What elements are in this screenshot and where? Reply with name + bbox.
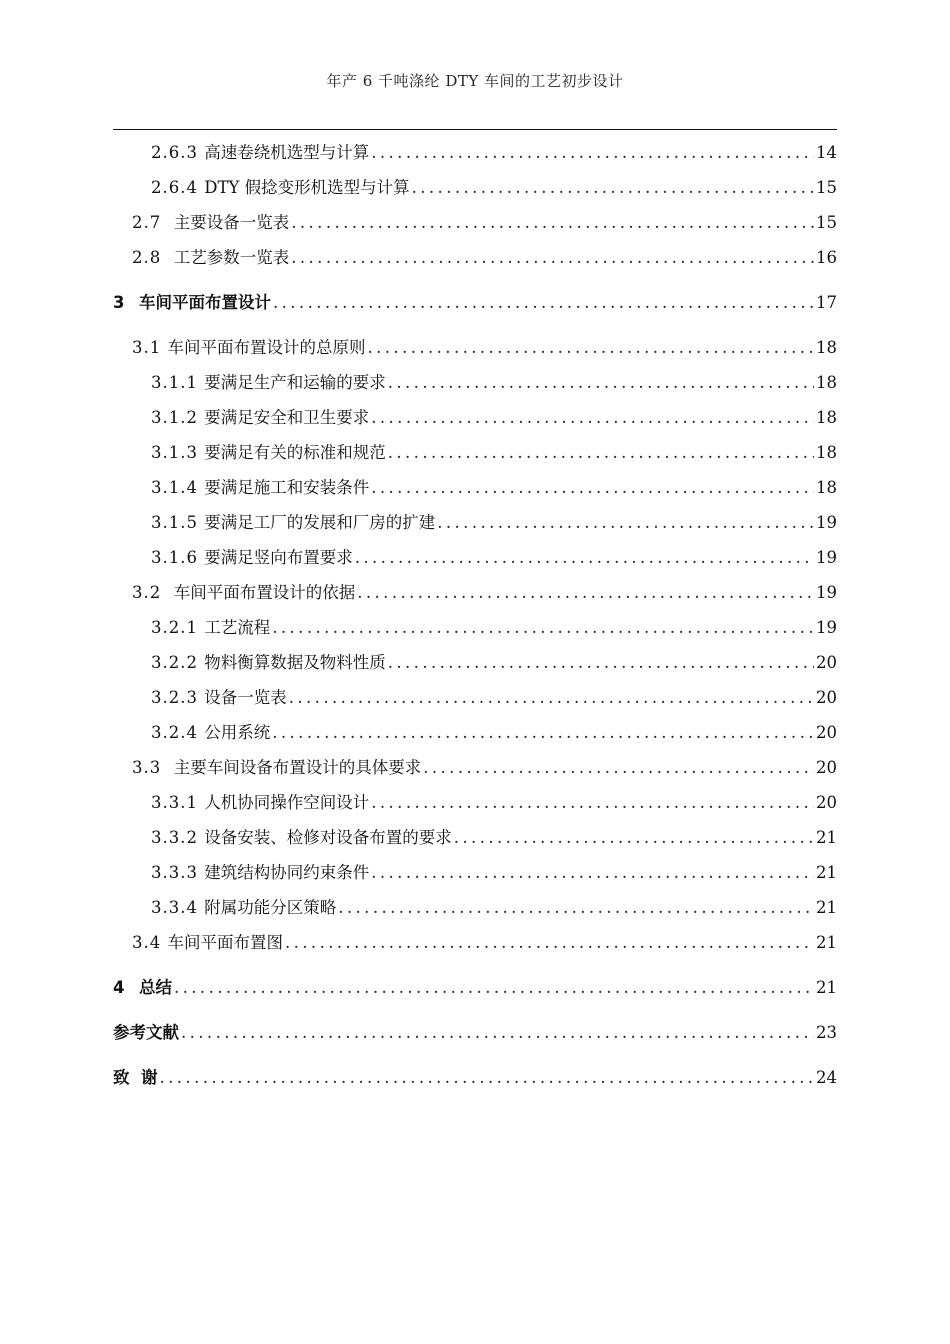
toc-title: 主要设备一览表	[173, 213, 290, 232]
toc-number: 4	[113, 978, 139, 997]
toc-entry[interactable]	[113, 855, 837, 890]
toc-entry[interactable]	[113, 715, 837, 750]
toc-number: 3.3.3	[151, 863, 205, 882]
toc-title: 致 谢	[113, 1068, 158, 1087]
dot-leader	[272, 715, 814, 750]
toc-page-number: 21	[816, 933, 837, 952]
toc-page-number: 16	[816, 248, 837, 267]
toc-page-number: 21	[816, 978, 837, 997]
toc-page-number: 17	[816, 293, 837, 312]
toc-title: 车间平面布置设计的依据	[173, 583, 356, 602]
toc-page-number: 24	[816, 1068, 837, 1087]
dot-leader	[368, 330, 815, 365]
toc-title: 车间平面布置设计	[138, 293, 271, 312]
toc-entry[interactable]	[113, 820, 837, 855]
toc-number: 3.1.5	[151, 513, 205, 532]
toc-entry[interactable]	[113, 610, 837, 645]
dot-leader	[272, 610, 814, 645]
toc-entry[interactable]	[113, 365, 837, 400]
dot-leader	[388, 645, 814, 680]
toc-title: 车间平面布置设计的总原则	[167, 338, 366, 357]
dot-leader	[388, 435, 814, 470]
toc-entry[interactable]	[113, 540, 837, 575]
toc-page-number: 20	[816, 688, 837, 707]
toc-number: 3.2.1	[151, 618, 205, 637]
toc-page-number: 18	[816, 478, 837, 497]
toc-number: 3.1.2	[151, 408, 205, 427]
toc-entry[interactable]	[113, 170, 837, 205]
toc-page-number: 21	[816, 828, 837, 847]
toc-number: 3.3.4	[151, 898, 205, 917]
dot-leader	[289, 680, 814, 715]
toc-title: 工艺流程	[204, 618, 271, 637]
toc-entry[interactable]	[113, 680, 837, 715]
toc-number: 3.1.4	[151, 478, 205, 497]
dot-leader	[273, 285, 814, 320]
toc-number: 3.2	[132, 583, 174, 602]
toc-entry[interactable]	[113, 925, 837, 960]
toc-page-number: 19	[816, 513, 837, 532]
toc-page-number: 20	[816, 793, 837, 812]
toc-title: 人机协同操作空间设计	[204, 793, 370, 812]
toc-page-number: 20	[816, 653, 837, 672]
toc-entry[interactable]	[113, 970, 837, 1005]
dot-leader	[412, 170, 814, 205]
toc-entry[interactable]	[113, 1015, 837, 1050]
toc-number: 2.6.4	[151, 178, 205, 197]
toc-entry[interactable]	[113, 470, 837, 505]
toc-entry[interactable]	[113, 330, 837, 365]
dot-leader	[371, 470, 814, 505]
toc-entry[interactable]	[113, 435, 837, 470]
toc-entry[interactable]	[113, 135, 837, 170]
toc-entry[interactable]	[113, 575, 837, 610]
toc-title: DTY 假捻变形机选型与计算	[204, 178, 410, 197]
toc-page-number: 23	[816, 1023, 837, 1042]
toc-page-number: 15	[816, 213, 837, 232]
toc-title: 设备一览表	[204, 688, 287, 707]
dot-leader	[291, 205, 814, 240]
toc-entry[interactable]	[113, 645, 837, 680]
dot-leader	[357, 575, 814, 610]
toc-number: 3.4	[132, 933, 168, 952]
dot-leader	[423, 750, 814, 785]
dot-leader	[371, 855, 814, 890]
toc-title: 设备安装、检修对设备布置的要求	[204, 828, 452, 847]
toc-title: 要满足安全和卫生要求	[204, 408, 370, 427]
table-of-contents	[113, 135, 837, 1095]
toc-page-number: 20	[816, 723, 837, 742]
toc-title: 公用系统	[204, 723, 271, 742]
toc-page-number: 19	[816, 618, 837, 637]
toc-entry[interactable]	[113, 285, 837, 320]
dot-leader	[181, 1015, 814, 1050]
toc-page-number: 15	[816, 178, 837, 197]
toc-entry[interactable]	[113, 1060, 837, 1095]
toc-number: 2.8	[132, 248, 174, 267]
toc-entry[interactable]	[113, 240, 837, 275]
running-header: 年产 6 千吨涤纶 DTY 车间的工艺初步设计	[326, 72, 624, 90]
toc-title: 高速卷绕机选型与计算	[204, 143, 370, 162]
toc-number: 3.2.4	[151, 723, 205, 742]
toc-title: 物料衡算数据及物料性质	[204, 653, 386, 672]
dot-leader	[371, 785, 814, 820]
toc-page-number: 20	[816, 758, 837, 777]
toc-entry[interactable]	[113, 400, 837, 435]
toc-title: 要满足施工和安装条件	[204, 478, 370, 497]
dot-leader	[160, 1060, 815, 1095]
toc-page-number: 18	[816, 408, 837, 427]
toc-number: 3.3.1	[151, 793, 205, 812]
toc-number: 2.6.3	[151, 143, 205, 162]
toc-number: 3.3	[132, 758, 174, 777]
toc-number: 3.1.1	[151, 373, 205, 392]
toc-page-number: 19	[816, 583, 837, 602]
toc-entry[interactable]	[113, 750, 837, 785]
toc-number: 3.1.3	[151, 443, 205, 462]
toc-number: 3.2.2	[151, 653, 205, 672]
toc-number: 3.2.3	[151, 688, 205, 707]
toc-page-number: 21	[816, 898, 837, 917]
toc-number: 3	[113, 293, 139, 312]
toc-entry[interactable]	[113, 890, 837, 925]
toc-entry[interactable]	[113, 505, 837, 540]
toc-entry[interactable]	[113, 205, 837, 240]
dot-leader	[355, 540, 814, 575]
dot-leader	[174, 970, 814, 1005]
toc-title: 主要车间设备布置设计的具体要求	[173, 758, 422, 777]
dot-leader	[338, 890, 814, 925]
dot-leader	[285, 925, 814, 960]
toc-title: 要满足生产和运输的要求	[204, 373, 386, 392]
dot-leader	[388, 365, 814, 400]
toc-page-number: 21	[816, 863, 837, 882]
toc-title: 要满足有关的标准和规范	[204, 443, 386, 462]
header-rule	[113, 129, 837, 130]
dot-leader	[371, 400, 814, 435]
dot-leader	[437, 505, 814, 540]
toc-page-number: 14	[816, 143, 837, 162]
toc-title: 车间平面布置图	[167, 933, 283, 952]
toc-title: 建筑结构协同约束条件	[204, 863, 370, 882]
toc-entry[interactable]	[113, 785, 837, 820]
toc-number: 3.1	[132, 338, 168, 357]
dot-leader	[291, 240, 814, 275]
toc-page-number: 19	[816, 548, 837, 567]
toc-title: 要满足竖向布置要求	[204, 548, 353, 567]
toc-number: 3.3.2	[151, 828, 205, 847]
dot-leader	[371, 135, 814, 170]
toc-number: 3.1.6	[151, 548, 205, 567]
toc-title: 总结	[138, 978, 172, 997]
toc-title: 附属功能分区策略	[204, 898, 337, 917]
dot-leader	[454, 820, 814, 855]
toc-number: 2.7	[132, 213, 174, 232]
toc-title: 要满足工厂的发展和厂房的扩建	[204, 513, 436, 532]
toc-title: 参考文献	[113, 1023, 179, 1042]
toc-page-number: 18	[816, 338, 837, 357]
toc-title: 工艺参数一览表	[173, 248, 290, 267]
toc-page-number: 18	[816, 373, 837, 392]
toc-page-number: 18	[816, 443, 837, 462]
